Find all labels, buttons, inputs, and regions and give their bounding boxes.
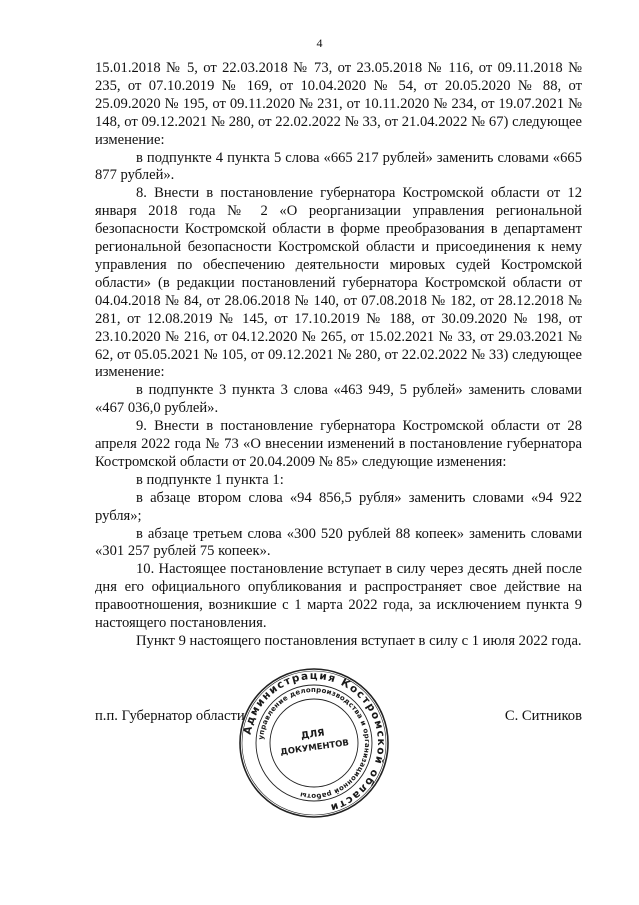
seal-inner-text: управление делопроизводства и организационной работы xyxy=(257,685,372,801)
paragraph-item-9-effective-date: Пункт 9 настоящего постановления вступает в силу с 1 июля 2022 года. xyxy=(136,633,582,649)
paragraph-amendment-list-continuation: 15.01.2018 № 5, от 22.03.2018 № 73, от 23.05.2018 № 116, от 09.11.2018 № 235, от 07.10.2019 № 169, от 10.04.2020 № 54, от 20.05.2020 № 88, от 25.09.2020 № 195, от 09.11.2020 № 231, от 10.11.2020 № 234, от 19.07.2021 № 148, от 09.12.2021 № 280, от 22.02.2022 № 33, от 21.04.2022 № 67) следующее изменение: xyxy=(95,60,582,148)
paragraph-item-8: 8. Внести в постановление губернатора Костромской области от 12 января 2018 года № 2 «О реорганизации управления региональной безопасности Костромской области в форме преобразования в департамент региональной безопасности Костромской области и присоединения к нему управления по обеспечению деятельности мировых судей Костромской области» (в редакции постановлений губернатора Костромской области от 04.04.2018 № 84, от 28.06.2018 № 140, от 07.08.2018 № 182, от 28.12.2018 № 281, от 12.08.2019 № 145, от 17.10.2019 № 188, от 30.09.2020 № 198, от 23.10.2020 № 216, от 04.12.2020 № 265, от 15.02.2021 № 33, от 29.03.2021 № 62, от 05.05.2021 № 105, от 09.12.2021 № 280, от 22.02.2022 № 33) следующее изменение: xyxy=(95,185,582,381)
page-number: 4 xyxy=(316,36,323,50)
seal-graphic xyxy=(238,667,390,819)
paragraph-second-clause-change: в абзаце втором слова «94 856,5 рубля» заменить словами «94 922 рубля»; xyxy=(95,489,582,524)
paragraph-item-10: 10. Настоящее постановление вступает в силу через десять дней после дня его официального опубликования и распространяет свое действие на правоотношения, возникшие с 1 марта 2022 года, за исключением пункта 9 настоящего постановления. xyxy=(95,561,582,632)
signatory-name: С. Ситников xyxy=(504,708,582,724)
paragraph-subitem-3-change: в подпункте 3 пункта 3 слова «463 949, 5 рублей» заменить словами «467 036,0 рублей». xyxy=(95,382,582,417)
official-seal xyxy=(238,667,390,819)
paragraph-subitem-4-change: в подпункте 4 пункта 5 слова «665 217 рублей» заменить словами «665 877 рублей». xyxy=(95,149,582,184)
document-body xyxy=(95,60,582,651)
paragraph-subitem-1: в подпункте 1 пункта 1: xyxy=(136,471,284,488)
seal-center-line-2: ДОКУМЕНТОВ xyxy=(279,738,350,758)
paragraph-item-9: 9. Внести в постановление губернатора Костромской области от 28 апреля 2022 года № 73 «О внесении изменений в постановление губернатора Костромской области от 20.04.2009 № 85» следующие изменения: xyxy=(95,418,582,470)
signatory-position: п.п. Губернатор области xyxy=(95,708,245,724)
seal-outer-text: Администрация Костромской области xyxy=(241,669,388,814)
seal-center-line-1: ДЛЯ xyxy=(300,727,326,742)
paragraph-third-clause-change: в абзаце третьем слова «300 520 рублей 88 копеек» заменить словами «301 257 рублей 75 копеек». xyxy=(95,525,582,560)
